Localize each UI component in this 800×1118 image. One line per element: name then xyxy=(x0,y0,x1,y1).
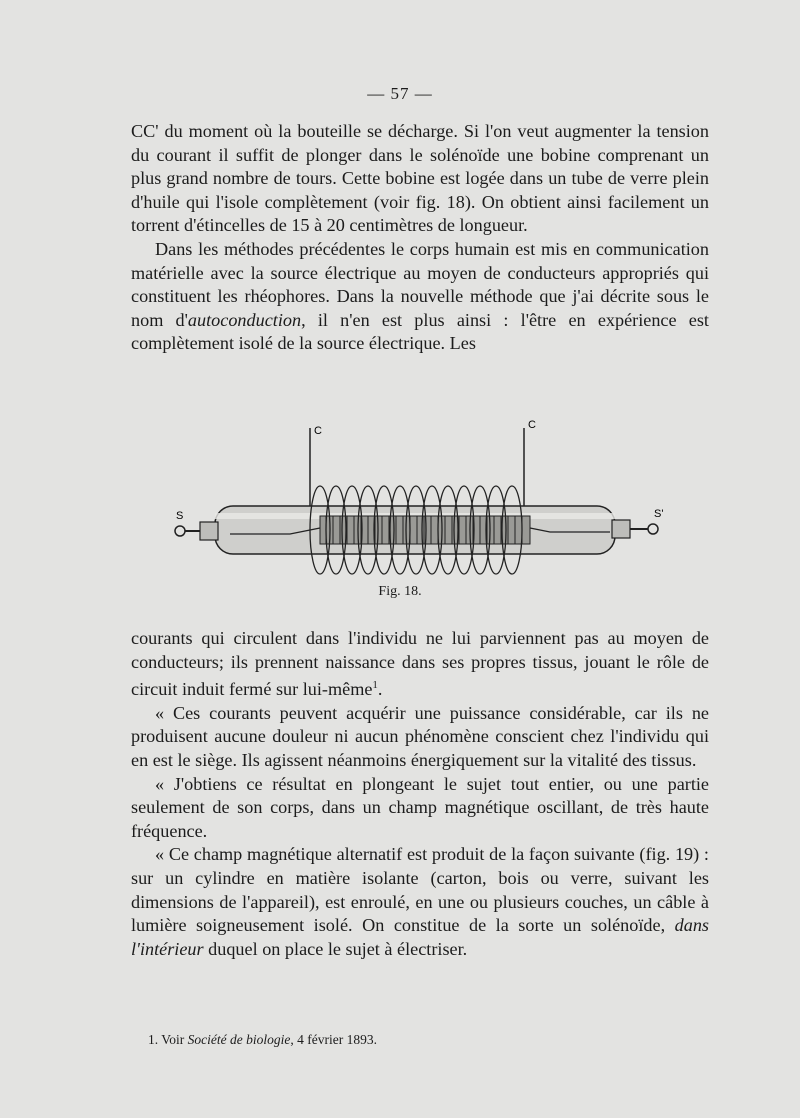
italic-term: autoconduction xyxy=(187,309,302,330)
italic-term: dans l'intérieur xyxy=(131,915,709,959)
end-cap-right xyxy=(612,520,630,538)
inner-bobbin xyxy=(320,516,530,544)
paragraph: « Ces courants peuvent acquérir une puissance considérable, car ils ne produisent aucune douleur ni aucun phénomène conscient chez l'individu qui en est le siège. Ils agissent néanmoins énergiquement sur la vitalité des tissus. xyxy=(131,702,709,771)
label-c-right: C xyxy=(528,419,536,431)
label-s-right: S' xyxy=(654,508,664,520)
label-c-left: C xyxy=(314,425,322,437)
solenoid-figure xyxy=(170,418,670,578)
paragraph: CC' du moment où la bouteille se décharge. Si l'on veut augmenter la tension du courant il suffit de plonger dans le solénoïde une bobine comprenant un plus grand nombre de tours. Cette bobine est logée dans un tube de verre plein d'huile qui l'isole complètement (voir fig. 18). On obtient ainsi facilement un torrent d'étincelles de 15 à 20 centimètres de longueur. xyxy=(131,121,709,236)
text-span: . xyxy=(377,679,383,700)
text-span: , 4 février 1893. xyxy=(290,1032,377,1047)
page-number: — 57 — xyxy=(367,84,433,103)
text-block-top xyxy=(131,120,709,356)
footnote xyxy=(148,1032,377,1048)
paragraph xyxy=(131,843,709,961)
end-cap-left xyxy=(200,522,218,540)
text-span: duquel on place le sujet à électriser. xyxy=(203,938,468,959)
text-span: Voir xyxy=(158,1032,188,1047)
text-span: Dans les méthodes précédentes le corps humain est mis en communication matérielle avec la source électrique au moyen de conducteurs appropriés qui constituent les rhéophores. Dans la nouvelle méthode que j'ai décrite sous le nom d' xyxy=(131,238,709,330)
figure-caption: Fig. 18. xyxy=(378,584,422,599)
text-span: « Ce champ magnétique alternatif est produit de la façon suivante (fig. 19) : sur un cylindre en matière isolante (carton, bois ou verre, suivant les dimensions de l'appareil), est enroulé, en une ou plusieurs couches, un câble à lumière soigneusement isolé. On constitue de la sorte un solénoïde, xyxy=(131,844,709,936)
text-span: , il n'en est plus ainsi : l'être en expérience est complètement isolé de la source électrique. Les xyxy=(131,309,709,354)
paragraph xyxy=(131,627,709,702)
paragraph: « J'obtiens ce résultat en plongeant le sujet tout entier, ou une partie seulement de son corps, dans un champ magnétique oscillant, de très haute fréquence. xyxy=(131,773,709,841)
footnote-source: Société de biologie xyxy=(187,1032,291,1047)
footnote-number: 1. xyxy=(148,1032,159,1047)
paragraph xyxy=(131,238,709,356)
terminal-ball-left xyxy=(175,526,185,536)
label-s-left: S xyxy=(176,510,184,522)
terminal-ball-right xyxy=(648,524,658,534)
footnote-ref: 1 xyxy=(372,679,378,692)
text-span: courants qui circulent dans l'individu ne lui parviennent pas au moyen de conducteurs; ils prennent naissance dans ses propres tissus, jouant le rôle de circuit induit fermé sur lui-même xyxy=(131,628,709,700)
text-block-bottom xyxy=(131,627,709,961)
